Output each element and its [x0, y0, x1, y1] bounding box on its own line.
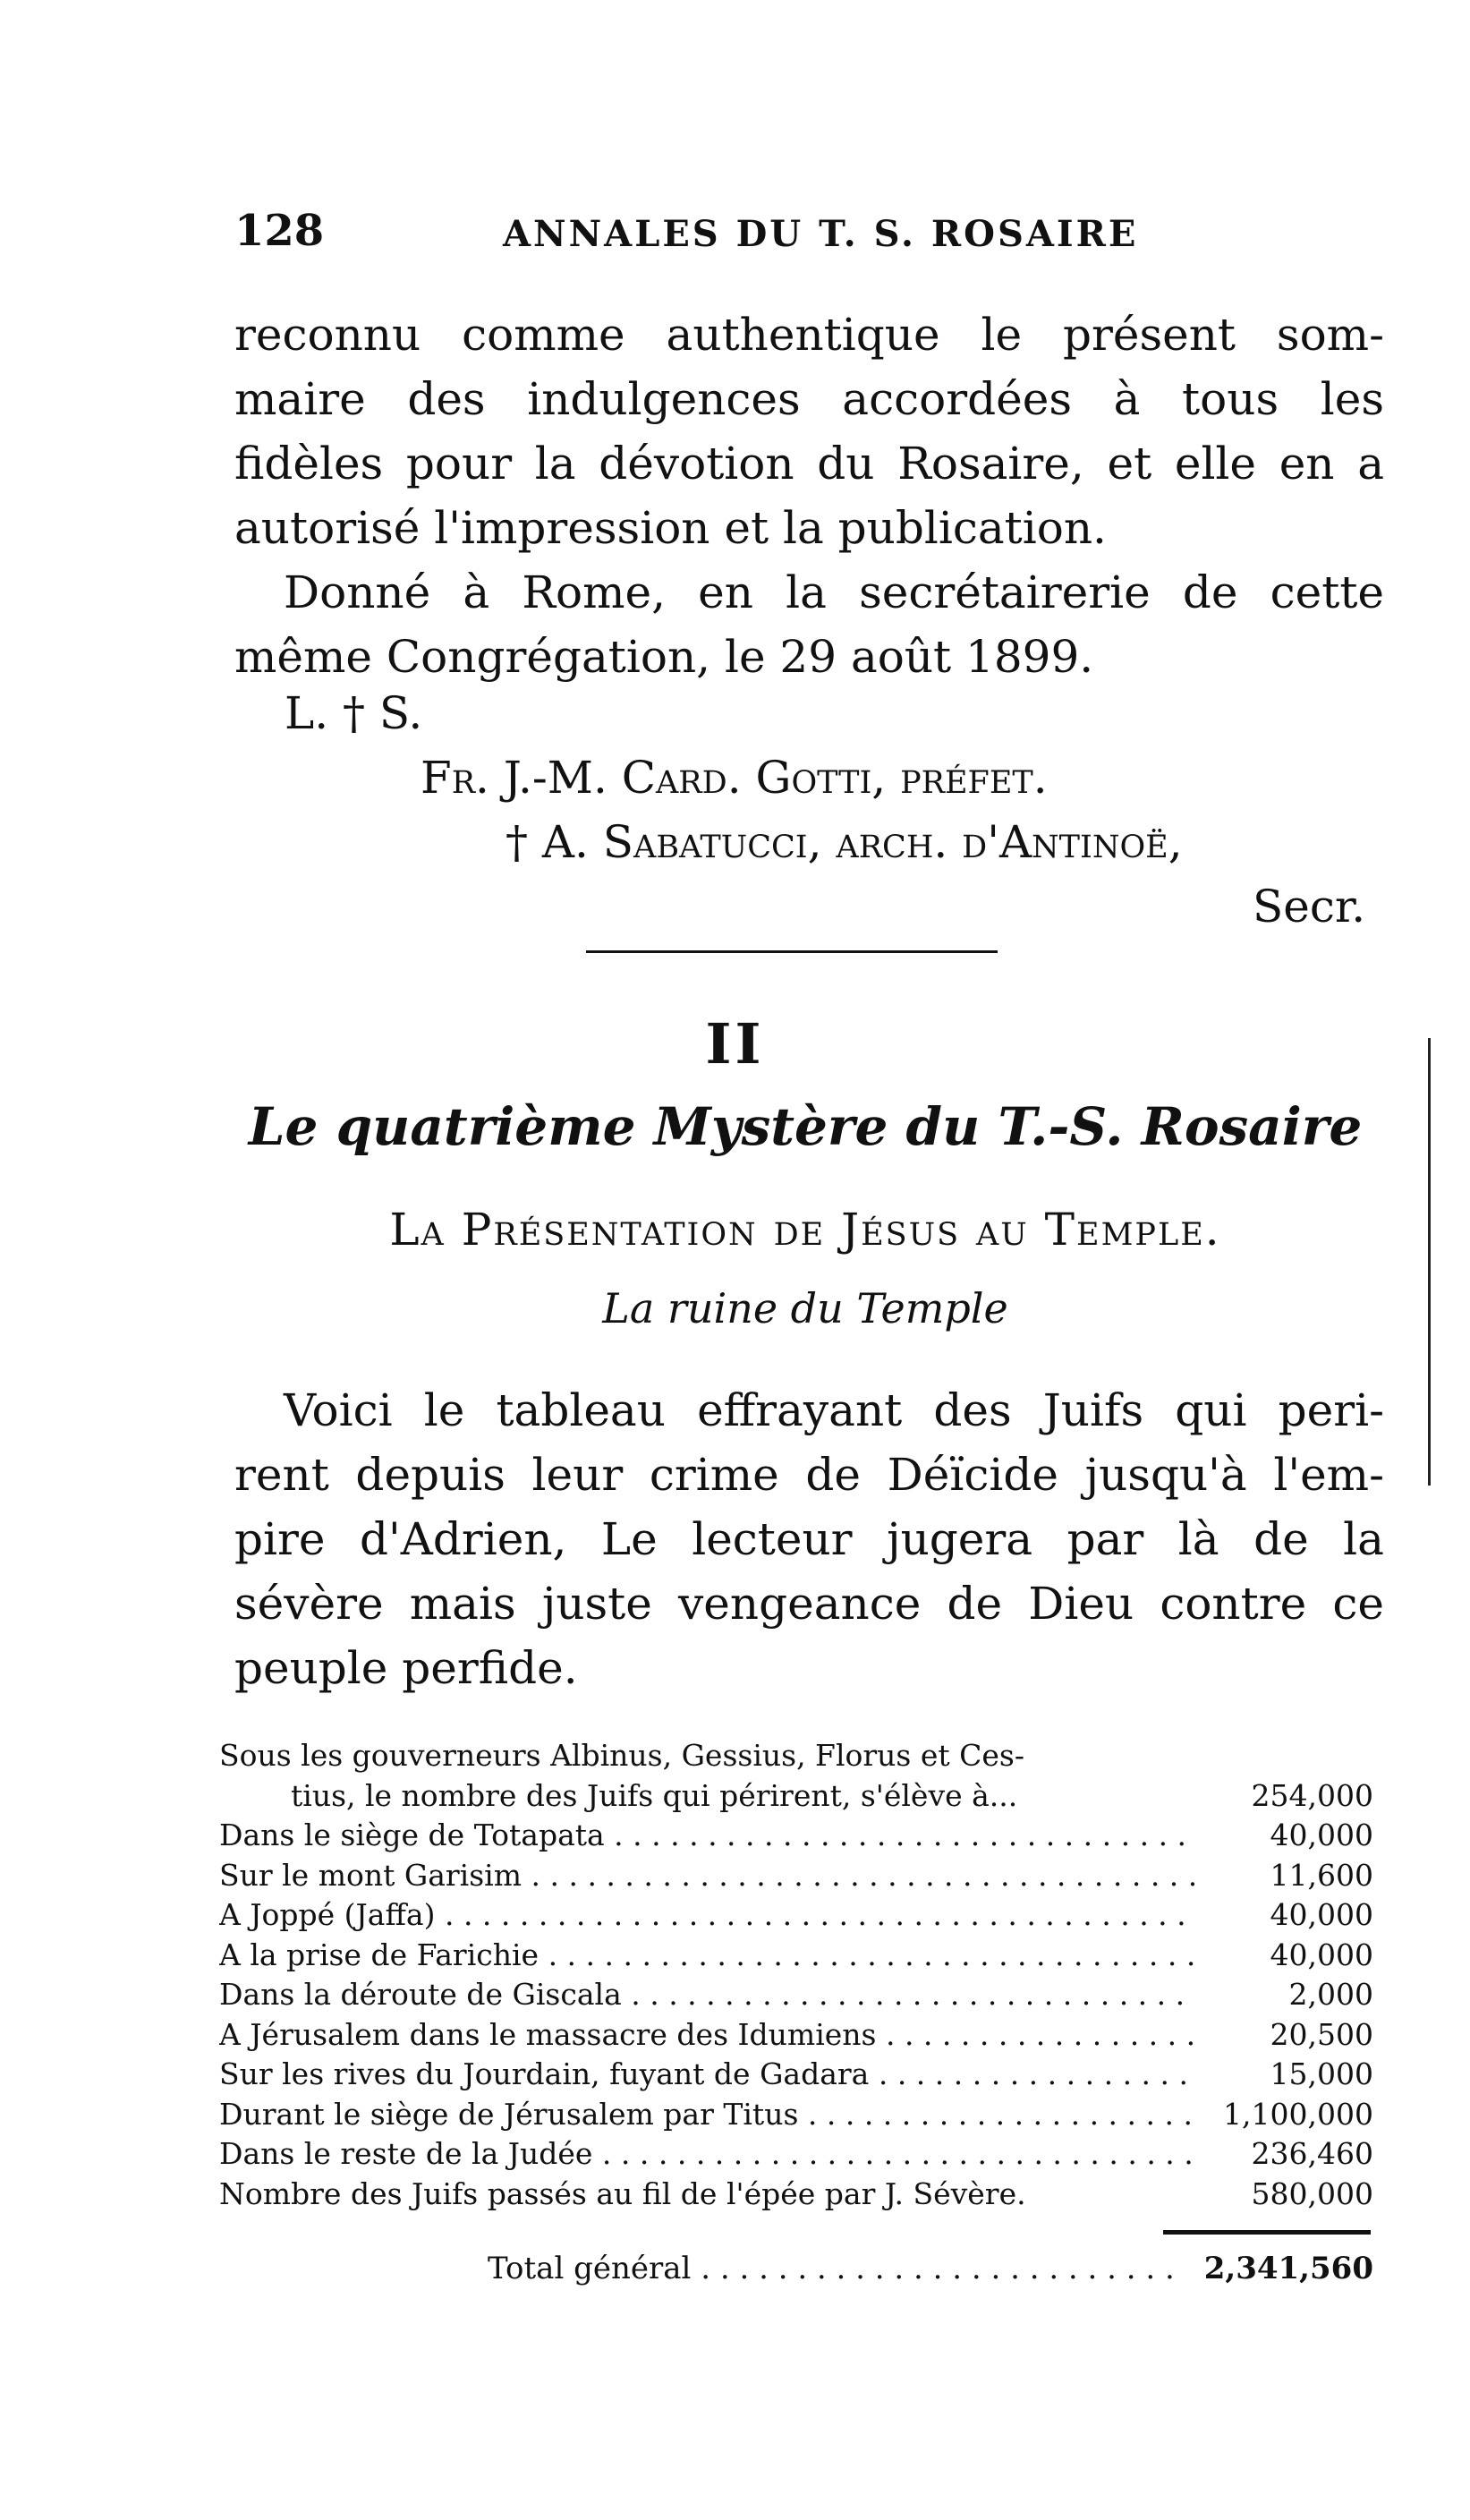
- table-value: 1,100,000: [1223, 2096, 1373, 2132]
- total-rule: [1163, 2230, 1371, 2235]
- table-value: 11,600: [1270, 1857, 1373, 1893]
- table-label: A la prise de Farichie . . .: [219, 1936, 1194, 1976]
- table-value: 40,000: [1270, 1818, 1373, 1852]
- table-value: 236,460: [1251, 2136, 1373, 2171]
- table-label: A Joppé (Jaffa) . . .: [219, 1895, 1194, 1936]
- table-value: 40,000: [1270, 1897, 1373, 1932]
- table-label: Durant le siège de Jérusalem par Titus . . .: [219, 2095, 1194, 2135]
- table-label: Dans le siège de Totapata . . .: [219, 1816, 1194, 1856]
- table-value: 15,000: [1270, 2056, 1373, 2091]
- table-label: Sur les rives du Jourdain, fuyant de Gadara . . .: [219, 2055, 1194, 2095]
- table-label: A Jérusalem dans le massacre des Idumiens . . .: [219, 2015, 1194, 2056]
- text-line: rent depuis leur crime de Déïcide jusqu'à l'em-: [234, 1449, 1384, 1501]
- text-line: même Congrégation, le 29 août 1899.: [234, 631, 1094, 683]
- table-row: [219, 2015, 1373, 2056]
- text-line: pire d'Adrien, Le lecteur jugera par là de la: [234, 1513, 1384, 1565]
- section-divider: [586, 950, 998, 953]
- table-row: [219, 2175, 1373, 2215]
- total-label: Total général . . .: [488, 2251, 1185, 2286]
- secretary-title: Secr.: [1253, 881, 1366, 932]
- paragraph-given-at-rome: [234, 560, 1384, 689]
- table-value: 254,000: [1251, 1777, 1373, 1813]
- table-row: [219, 2095, 1373, 2135]
- table-label: Sur le mont Garisim . . .: [219, 1856, 1194, 1896]
- table-value: 40,000: [1270, 1937, 1373, 1972]
- paragraph-tableau: [234, 1378, 1384, 1700]
- table-label: tius, le nombre des Juifs qui périrent, s'élève à...: [291, 1777, 1018, 1813]
- total-value: 2,341,560: [1203, 2251, 1373, 2286]
- chapter-subsubtitle: La ruine du Temple: [602, 1284, 1008, 1332]
- page-header: [234, 206, 1371, 260]
- table-row: [219, 1856, 1373, 1896]
- table-row: [219, 1975, 1373, 2015]
- total-row: [488, 2251, 1373, 2291]
- text-line: Donné à Rome, en la secrétairerie de cette: [284, 566, 1384, 618]
- running-title: ANNALES DU T. S. ROSAIRE: [503, 213, 1139, 255]
- paragraph-approval: [234, 302, 1384, 560]
- text-line: sévère mais juste vengeance de Dieu contre ce: [234, 1578, 1384, 1630]
- table-row: [219, 1936, 1373, 1976]
- table-label: Sous les gouverneurs Albinus, Gessius, Florus et Ces-: [219, 1738, 1024, 1773]
- text-line: reconnu comme authentique le présent som-: [234, 309, 1384, 361]
- text-line: autorisé l'impression et la publication.: [234, 502, 1107, 554]
- seal-line: L. † S.: [285, 687, 423, 739]
- chapter-subtitle: La Présentation de Jésus au Temple.: [389, 1204, 1221, 1256]
- table-label: Dans le reste de la Judée . . .: [219, 2134, 1194, 2175]
- text-line: Voici le tableau effrayant des Juifs qui peri-: [284, 1384, 1384, 1436]
- table-row: [219, 2055, 1373, 2095]
- secretary-signature: † A. Sabatucci, arch. d'Antinoë,: [506, 816, 1183, 868]
- table-row: [219, 1776, 1373, 1817]
- prefect-signature: Fr. J.-M. Card. Gotti, préfet.: [421, 752, 1048, 804]
- section-numeral: II: [705, 1011, 765, 1077]
- text-line: maire des indulgences accordées à tous les: [234, 373, 1384, 425]
- chapter-title: Le quatrième Mystère du T.-S. Rosaire: [248, 1096, 1363, 1157]
- table-value: 20,500: [1270, 2016, 1373, 2052]
- table-label: Dans la déroute de Giscala . . .: [219, 1975, 1194, 2015]
- table-value: 2,000: [1288, 1977, 1373, 2012]
- table-row: [219, 1895, 1373, 1936]
- table-row: [219, 2134, 1373, 2175]
- table-value: 580,000: [1251, 2175, 1373, 2211]
- text-line: peuple perfide.: [234, 1642, 578, 1694]
- casualty-table: [219, 1736, 1373, 2214]
- table-row: [219, 1736, 1373, 1776]
- margin-line: [1428, 1038, 1431, 1486]
- text-line: fidèles pour la dévotion du Rosaire, et elle en a: [234, 438, 1384, 490]
- table-label: Nombre des Juifs passés au fil de l'épée par J. Sévère.: [219, 2175, 1026, 2211]
- page-number: 128: [234, 206, 325, 256]
- table-row: [219, 1816, 1373, 1856]
